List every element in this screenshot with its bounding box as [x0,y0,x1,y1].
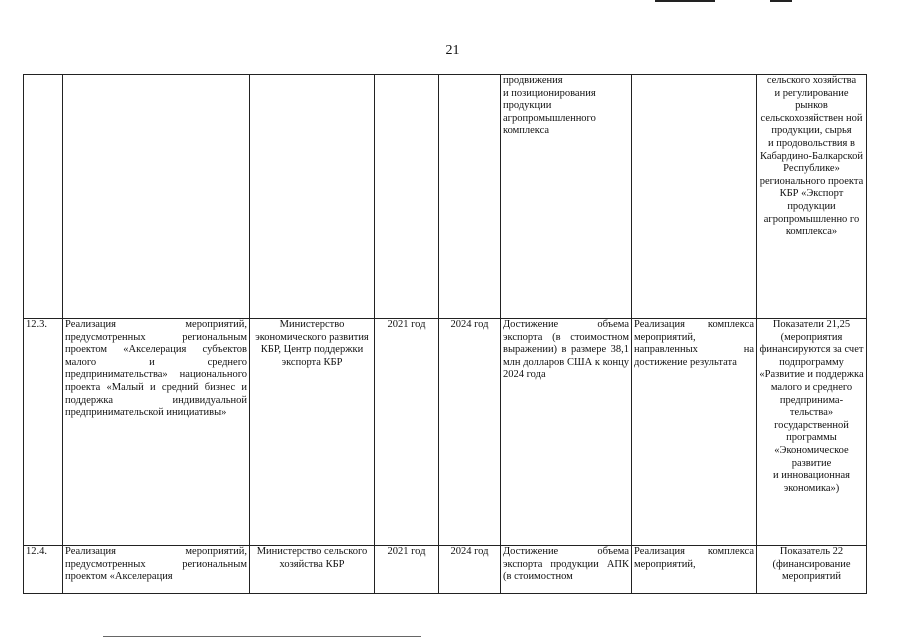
page-number: 21 [445,43,460,58]
top-scan-mark-2 [770,0,792,2]
cell-activity: Реализация мероприятий, предусмотренных региональным проектом «Акселерация субъектов малого и среднего предпринимательства» национального проекта «Малый и средний бизнес и поддержка индивидуальной предпринимательской инициативы» [63,319,250,546]
activities-table [23,74,867,594]
cell-start-year: 2021 год [375,319,439,546]
cell-activity [63,75,250,319]
cell-result: Достижение объема экспорта (в стоимостном выражении) в размере 38,1 млн долларов США к концу 2024 года [501,319,632,546]
table-row [24,75,867,319]
cell-indicator: Показатели 21,25 (мероприятия финансируются за счет подпрограмму «Развитие и поддержка малого и среднего предпринима-тельства» государственной программы «Экономическое развитие и инновационная экономика») [757,319,867,546]
cell-number [24,75,63,319]
cell-indicator: сельского хозяйства и регулирование рынков сельскохозяйствен ной продукции, сырья и продовольствия в Кабардино-Балкарской Республике» регионального проекта КБР «Экспорт продукции агропромышленно го комплекса» [757,75,867,319]
cell-executor: Министерство сельского хозяйства КБР [250,546,375,594]
cell-end-year: 2024 год [439,319,501,546]
cell-executor: Министерство экономического развития КБР, Центр поддержки экспорта КБР [250,319,375,546]
cell-executor [250,75,375,319]
bottom-divider [103,636,421,637]
cell-number: 12.4. [24,546,63,594]
cell-end-year [439,75,501,319]
top-scan-mark [655,0,715,2]
table-row [24,319,867,546]
cell-result: Достижение объема экспорта продукции АПК (в стоимостном [501,546,632,594]
cell-direction [632,75,757,319]
cell-start-year: 2021 год [375,546,439,594]
cell-direction: Реализация комплекса мероприятий, [632,546,757,594]
cell-end-year: 2024 год [439,546,501,594]
cell-direction: Реализация комплекса мероприятий, направленных на достижение результата [632,319,757,546]
cell-result: продвижения и позиционирования продукции агропромышленного комплекса [501,75,632,319]
table-row [24,546,867,594]
cell-indicator: Показатель 22 (финансирование мероприятий [757,546,867,594]
cell-start-year [375,75,439,319]
cell-activity: Реализация мероприятий, предусмотренных региональным проектом «Акселерация [63,546,250,594]
cell-number: 12.3. [24,319,63,546]
